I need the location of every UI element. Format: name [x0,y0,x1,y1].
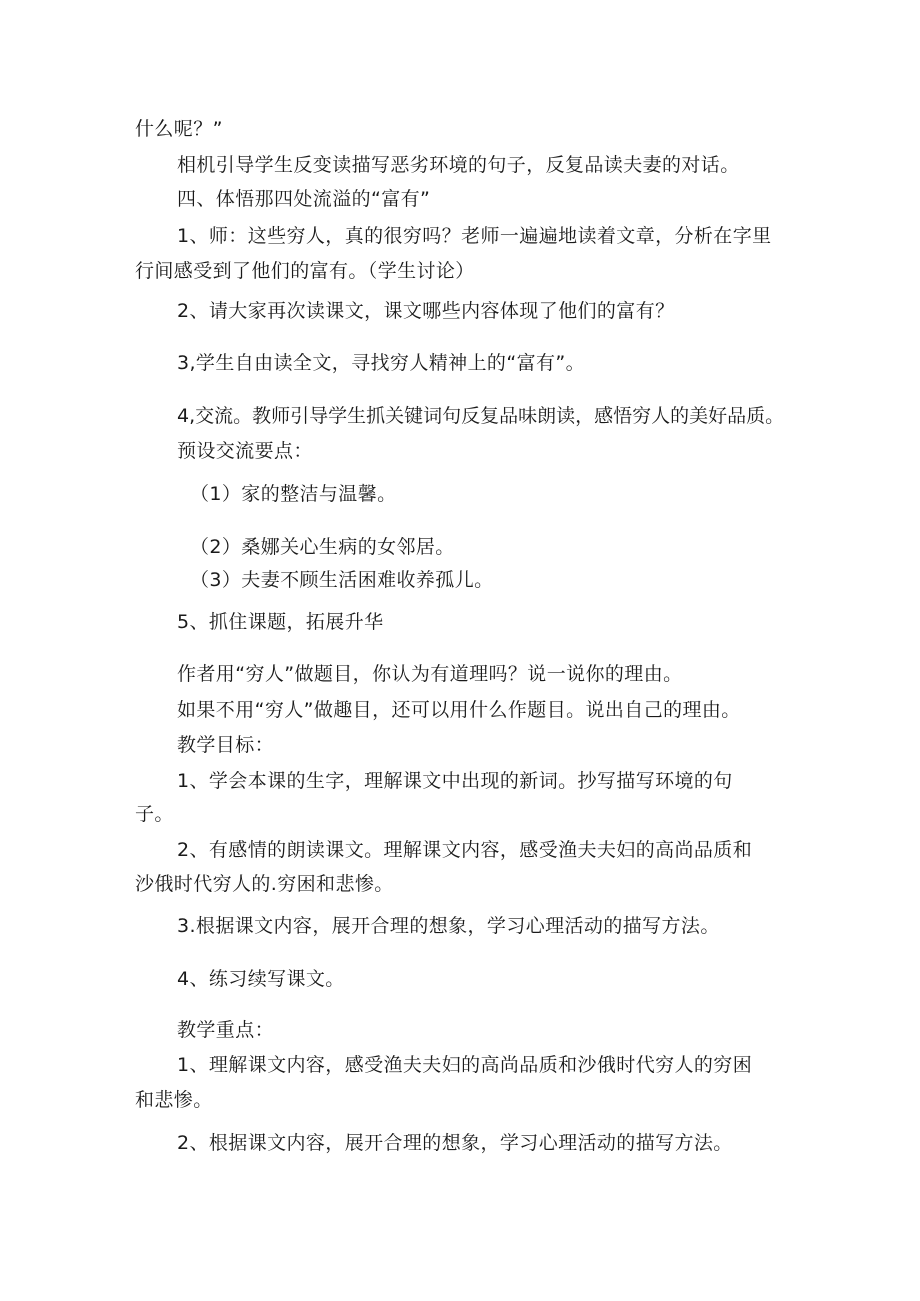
text-line: 2、请大家再次读课文，课文哪些内容体现了他们的富有？ [177,300,675,322]
text-line: 1、理解课文内容，感受渔夫夫妇的高尚品质和沙俄时代穷人的穷困 [177,1054,753,1076]
list-item: （1）家的整洁与温馨。 [190,483,397,505]
text-line: 2、有感情的朗读课文。理解课文内容，感受渔夫夫妇的高尚品质和 [177,839,753,861]
text-line: 3,学生自由读全文，寻找穷人精神上的“富有”。 [177,352,586,374]
text-line: 预设交流要点： [177,440,313,462]
section-heading: 教学重点： [177,1019,275,1041]
text-line: 5、抓住课题，拓展升华 [177,611,384,633]
text-line: 相机引导学生反变读描写恶劣环境的句子，反复品读夫妻的对话。 [177,154,740,176]
text-line: 沙俄时代穷人的.穷困和悲惨。 [135,873,394,895]
text-line: 1、师：这些穷人，真的很穷吗？老师一遍遍地读着文章，分析在字里 [177,225,772,247]
section-heading: 教学目标： [177,734,275,756]
text-line: 和悲惨。 [135,1089,213,1111]
text-line: 4、练习续写课文。 [177,968,345,990]
text-line: 什么呢？” [135,118,223,140]
text-line: 行间感受到了他们的富有。（学生讨论） [135,260,475,282]
text-line: 3.根据课文内容，展开合理的想象，学习心理活动的描写方法。 [177,915,720,937]
text-line: 如果不用“穷人”做趣目，还可以用什么作题目。说出自己的理由。 [177,699,741,721]
list-item: （2）桑娜关心生病的女邻居。 [190,536,455,558]
list-item: （3）夫妻不顾生活困难收养孤儿。 [190,569,494,591]
text-line: 作者用“穷人”做题目，你认为有道理吗？说一说你的理由。 [177,663,683,685]
text-line: 4,交流。教师引导学生抓关键词句反复品味朗读，感悟穷人的美好品质。 [177,405,785,427]
text-line: 2、根据课文内容，展开合理的想象，学习心理活动的描写方法。 [177,1132,733,1154]
text-line: 1、学会本课的生字，理解课文中出现的新词。抄写描写环境的句 [177,770,733,792]
text-line: 子。 [135,803,174,825]
section-heading: 四、体悟那四处流溢的“富有” [177,188,431,210]
